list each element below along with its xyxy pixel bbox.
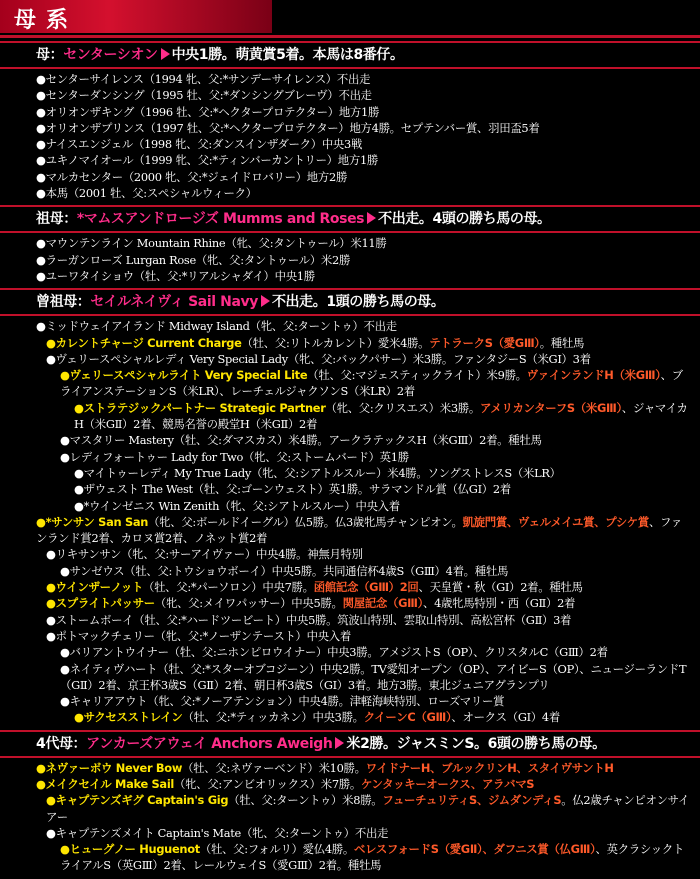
arrow-icon — [261, 295, 270, 307]
fourth-dam-progeny-list — [0, 758, 700, 875]
list-item — [0, 595, 692, 611]
horse-detail: 、ファンランド賞2着、カロヌ賞2着、ノネット賞2着 — [36, 514, 682, 546]
race-name: ワイドナーH、ブルックリンH、スタイヴサントH — [365, 760, 614, 775]
horse-name: ●メイクセイル Make Sail — [36, 776, 175, 791]
fourth-dam-description: 米2勝。ジャスミンS。6頭の勝ち馬の母。 — [346, 735, 606, 752]
horse-detail: （牝、父:メイワパッサー）中央5勝。 — [154, 596, 343, 611]
horse-detail: （牝、父:アンビオリックス）米7勝。 — [174, 776, 361, 791]
horse-detail: （牡、父:*ティッカネン）中央3勝。 — [182, 710, 364, 725]
horse-detail: 、オークス（GⅠ）4着 — [451, 710, 560, 725]
horse-name: ●スプライトパッサー — [46, 596, 155, 611]
horse-detail: 、英クラシックトライアルS（英GⅢ）2着、レールウェイS（愛GⅢ）2着。種牡馬 — [60, 842, 685, 873]
race-name: 凱旋門賞、ヴェルメイユ賞、プシケ賞 — [462, 514, 649, 529]
section-fourth-dam-heading — [0, 730, 700, 758]
race-name: フューチュリティS、ジムダンディS — [382, 793, 562, 808]
list-item — [0, 709, 692, 725]
horse-name: ●キャプテンズギグ Captain's Gig — [46, 793, 229, 808]
granddam-name: *マムスアンドロージズ Mumms and Roses — [76, 211, 365, 228]
list-item: ●サンゼウス（牡、父:トウショウボーイ）中央5勝。共同通信杯4歳S（GⅢ）4着。種牡馬 — [60, 563, 509, 578]
dam-name: センターシオン — [63, 47, 158, 63]
arrow-icon — [161, 48, 170, 60]
list-item: ●レディフォートゥー Lady for Two（牝、父:ストームバード）英1勝 — [60, 449, 409, 464]
list-item: ●ミッドウェイアイランド Midway Island（牝、父:ターントゥ）不出走 — [36, 319, 397, 334]
race-name: ヴァインランドH（米GⅢ） — [526, 368, 661, 383]
list-item: ●*ウインゼニス Win Zenith（牝、父:シアトルスルー）中央入着 — [74, 498, 400, 513]
section-dam-heading — [0, 41, 700, 69]
granddam-label: 祖母： — [36, 211, 77, 228]
list-item — [0, 400, 692, 433]
list-item: ●キャプテンズメイト Captain's Mate（牝、父:ターントゥ）不出走 — [46, 825, 389, 840]
header-underline — [0, 35, 700, 38]
horse-detail: （牡、父:*パーソロン）中央7勝。 — [143, 580, 314, 595]
section-great-granddam-heading — [0, 288, 700, 316]
list-item: ●リキサンサン（牝、父:サーアイヴァー）中央4勝。神無月特別 — [46, 547, 363, 562]
list-item — [0, 776, 692, 792]
list-item: ●ユーワタイショウ（牡、父:*リアルシャダイ）中央1勝 — [36, 268, 315, 283]
dam-label: 母： — [36, 47, 64, 63]
race-name: テトラークS（愛GⅢ） — [429, 335, 540, 350]
list-item — [0, 514, 692, 547]
horse-detail: （牡、父:リトルカレント）愛米4勝。 — [241, 335, 430, 350]
list-item: ●マイトゥーレディ My True Lady（牝、父:シアトルスルー）米4勝。ソングストレスS（米LR） — [74, 465, 561, 480]
list-item: ●キャリアアウト（牝、父:*ノーアテンション）中央4勝。津軽海峡特別、ローズマリー賞 — [60, 694, 505, 709]
list-item: ●マウンテンライン Mountain Rhine（牝、父:タントゥール）米11勝 — [36, 236, 387, 251]
horse-detail: （牝、父:ボールドイーグル）仏5勝。仏3歳牝馬チャンピオン。 — [148, 514, 463, 529]
list-item: ●ポトマックチェリー（牝、父:*ノーザンテースト）中央入着 — [46, 628, 351, 643]
horse-detail: 、ブライアンステーションS（米LR）、レーチェルジャクソンS（米LR）2着 — [60, 368, 683, 399]
list-item: ●センターダンシング（1995 牡、父:*ダンシングブレーヴ）不出走 — [36, 88, 372, 103]
granddam-description: 不出走。4頭の勝ち馬の母。 — [378, 211, 551, 228]
list-item — [0, 579, 692, 595]
list-item — [0, 792, 692, 825]
list-item: ●オリオンザキング（1996 牡、父:*ヘクタープロテクター）地方1勝 — [36, 104, 380, 119]
horse-name: ●サクセスストレイン — [74, 710, 183, 725]
horse-name: ●ヒューグノー Huguenot — [60, 842, 200, 857]
great-granddam-progeny-list — [0, 316, 700, 726]
list-item: ●ヴェリースペシャルレディ Very Special Lady（牝、父:バックパサー）米3勝。ファンタジーS（米GⅠ）3着 — [46, 351, 591, 366]
granddam-progeny-list — [0, 233, 700, 285]
list-item: ●オリオンザプリンス（1997 牡、父:*ヘクタープロテクター）地方4勝。セプテンバー賞、羽田盃5着 — [36, 120, 540, 135]
list-item: ●バリアントウイナー（牡、父:ニホンピロウイナー）中央3勝。アメジストS（OP）、クリスタルC（GⅢ）2着 — [60, 645, 608, 660]
horse-detail: 、天皇賞・秋（GⅠ）2着。種牡馬 — [418, 580, 583, 595]
arrow-icon — [367, 212, 376, 224]
horse-name: ●ストラテジックパートナー Strategic Partner — [74, 400, 326, 415]
horse-detail: 、ジャマイカH（米GⅡ）2着、競馬名誉の殿堂H（米GⅡ）2着 — [74, 400, 688, 432]
page-title: 母系 — [14, 8, 79, 33]
list-item: ●センターサイレンス（1994 牝、父:*サンデーサイレンス）不出走 — [36, 72, 371, 86]
list-item: ●ストームボーイ（牡、父:*ハードツービート）中央5勝。筑波山特別、雲取山特別、高松宮杯（GⅡ）3着 — [46, 612, 572, 627]
race-name: アメリカンターフS（米GⅢ） — [479, 400, 622, 415]
list-item: ●ラーガンローズ Lurgan Rose（牝、父:タントゥール）米2勝 — [36, 252, 351, 267]
horse-name: ●ネヴァーボウ Never Bow — [36, 760, 183, 775]
horse-detail: （牝、父:クリスエス）米3勝。 — [325, 400, 480, 415]
fourth-dam-label: 4代母： — [36, 735, 87, 752]
list-item: ●マスタリー Mastery（牡、父:ダマスカス）米4勝。アークラテックスH（米GⅢ）2着。種牡馬 — [60, 433, 542, 448]
horse-detail: （牡、父:ネヴァーベンド）米10勝。 — [182, 760, 366, 775]
horse-detail: 、4歳牝馬特別・西（GⅡ）2着 — [422, 596, 576, 611]
list-item: ●ナイスエンジェル（1998 牝、父:ダンスインザダーク）中央3戦 — [36, 137, 363, 152]
page-header — [0, 0, 700, 38]
section-granddam-heading — [0, 205, 700, 233]
arrow-icon — [335, 737, 344, 749]
list-item — [0, 367, 692, 400]
list-item: ●マルカセンター（2000 牝、父:*ジェイドロバリー）地方2勝 — [36, 169, 348, 184]
race-name: 函館記念（GⅢ）2回 — [313, 580, 419, 595]
race-name: クイーンC（GⅢ） — [363, 710, 452, 725]
horse-name: ●ヴェリースペシャルライト Very Special Lite — [60, 368, 308, 383]
horse-detail: （牡、父:ターントゥ）米8勝。 — [228, 793, 383, 808]
dam-description: 中央1勝。萌黄賞5着。本馬は8番仔。 — [171, 47, 404, 63]
fourth-dam-name: アンカーズアウェイ Anchors Aweigh — [86, 735, 333, 752]
horse-detail: （牡、父:マジェスティックライト）米9勝。 — [307, 368, 527, 383]
horse-detail: 。仏2歳チャンピオンサイアー — [46, 793, 690, 824]
horse-name: ●*サンサン San San — [36, 514, 149, 529]
dam-progeny-list — [0, 69, 700, 202]
horse-name: ●カレントチャージ Current Charge — [46, 335, 242, 350]
list-item: ●ユキノマイオール（1999 牝、父:*ティンバーカントリー）地方1勝 — [36, 153, 379, 168]
race-name: 関屋記念（GⅢ） — [342, 596, 423, 611]
great-granddam-description: 不出走。1頭の勝ち馬の母。 — [271, 294, 445, 311]
list-item — [0, 335, 692, 351]
great-granddam-label: 曾祖母： — [36, 294, 91, 311]
horse-name: ●ウインザーノット — [46, 580, 143, 595]
list-item: ●ザウェスト The West（牡、父:ゴーンウェスト）英1勝。サラマンドル賞（仏GⅠ）2着 — [74, 482, 511, 497]
list-item — [0, 841, 692, 874]
list-item: ●ネイティヴハート（牡、父:*スターオブコジーン）中央2勝。TV愛知オープン（OP）、アイビーS（OP）、ニュージーランドT（GⅡ）2着、京王杯3歳S（GⅡ）2着、朝日杯3歳S（GⅠ）3着。地方3勝。東北ジュニアグランプリ — [60, 661, 687, 692]
horse-detail: 。種牡馬 — [539, 335, 585, 350]
great-granddam-name: セイルネイヴィ Sail Navy — [90, 294, 258, 311]
list-item: ●本馬（2001 牡、父:スペシャルウィーク） — [36, 186, 257, 201]
race-name: ケンタッキーオークス、アラバマS — [360, 776, 535, 791]
list-item — [0, 760, 692, 776]
race-name: ベレスフォードS（愛GⅡ）、ダフニス賞（仏GⅢ） — [354, 842, 596, 857]
horse-detail: （牡、父:フォルリ）愛仏4勝。 — [199, 842, 354, 857]
